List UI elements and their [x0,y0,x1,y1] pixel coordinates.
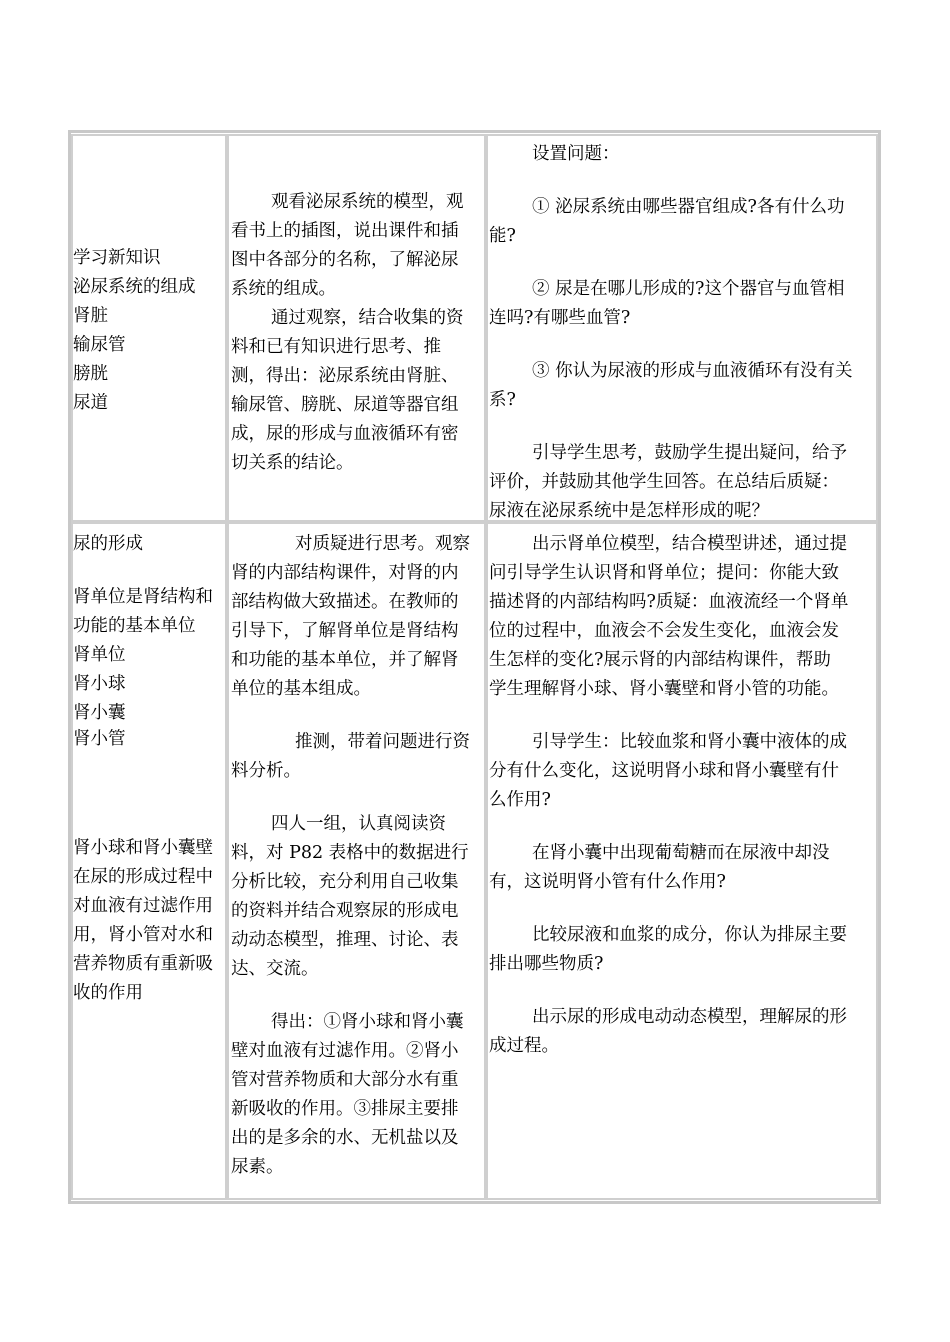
topic-line: 对血液有过滤作用 [73,896,213,916]
student-activity-paragraph: 四人一组，认真阅读资 料，对 P82 表格中的数据进行 分析比较，充分利用自己收集 的资料并结合观察尿的形成电 动动态模型，推理、讨论、表 达、交流。 [231,814,469,979]
topic-line: 肾小球 [73,674,126,694]
row1-topic-cell [71,134,227,522]
topic-line: 学习新知识 [73,248,161,268]
topic-line: 泌尿系统的组成 [73,277,196,297]
teacher-activity-paragraph: 引导学生思考，鼓励学生提出疑问，给予 评价，并鼓励其他学生回答。在总结后质疑： 尿液在泌尿系统中是怎样形成的呢？ [489,443,847,521]
topic-line: 膀胱 [73,364,108,384]
student-activity-paragraph: 对质疑进行思考。观察 肾的内部结构课件，对肾的内 部结构做大致描述。在教师的 引导下，了解肾单位是肾结构 和功能的基本单位，并了解肾 单位的基本组成。 [231,534,470,699]
student-activity-paragraph: 得出：①肾小球和肾小囊 壁对血液有过滤作用。②肾小 管对营养物质和大部分水有重 新吸收的作用。③排尿主要排 出的是多余的水、无机盐以及 尿素。 [231,1012,464,1177]
topic-line: 肾小球和肾小囊壁 [73,838,213,858]
topic-line: 肾小管 [73,729,126,749]
teacher-activity-paragraph: ③ 你认为尿液的形成与血液循环有没有关 系? [489,361,853,410]
topic-line: 肾脏 [73,306,108,326]
topic-line: 尿的形成 [73,534,143,554]
topic-line: 在尿的形成过程中 [73,867,213,887]
topic-line: 用，肾小管对水和 [73,925,213,945]
topic-line: 尿道 [73,393,108,413]
teacher-activity-paragraph: ① 泌尿系统由哪些器官组成?各有什么功 能? [489,197,845,246]
teacher-activity-paragraph: ② 尿是在哪儿形成的?这个器官与血管相 连吗?有哪些血管? [489,279,845,328]
teacher-activity-paragraph: 引导学生：比较血浆和肾小囊中液体的成 分有什么变化，这说明肾小球和肾小囊壁有什 么作用? [489,732,847,810]
topic-line: 营养物质有重新吸 [73,954,213,974]
teacher-activity-paragraph: 出示尿的形成电动动态模型，理解尿的形 成过程。 [489,1007,847,1056]
row2-student-activity-cell [227,522,486,1200]
topic-line: 肾小囊 [73,703,126,723]
row2-teacher-activity-cell [486,522,878,1200]
row1-teacher-activity-cell [486,134,878,522]
topic-line: 收的作用 [73,983,143,1003]
teacher-activity-paragraph: 在肾小囊中出现葡萄糖而在尿液中却没 有，这说明肾小管有什么作用? [489,843,830,892]
student-activity-paragraph: 推测，带着问题进行资 料分析。 [231,732,470,781]
topic-line: 肾单位 [73,645,126,665]
row2-topic-cell [71,522,227,1200]
student-activity-paragraph: 通过观察，结合收集的资 料和已有知识进行思考、推 测，得出：泌尿系统由肾脏、 输尿管、膀胱、尿道等器官组 成，尿的形成与血液循环有密 切关系的结论。 [231,308,464,473]
teacher-activity-paragraph: 设置问题： [532,144,620,164]
topic-line: 功能的基本单位 [73,616,196,636]
teacher-activity-paragraph: 比较尿液和血浆的成分，你认为排尿主要 排出哪些物质? [489,925,847,974]
topic-line: 肾单位是肾结构和 [73,587,213,607]
row1-student-activity-cell [227,134,486,522]
student-activity-paragraph: 观看泌尿系统的模型，观 看书上的插图，说出课件和插 图中各部分的名称，了解泌尿 系统的组成。 [231,192,464,299]
topic-line: 输尿管 [73,335,126,355]
teacher-activity-paragraph: 出示肾单位模型，结合模型讲述，通过提 问引导学生认识肾和肾单位；提问：你能大致 描述肾的内部结构吗?质疑：血液流经一个肾单 位的过程中，血液会不会发生变化，血液会发 生怎样的变化?展示肾的内部结构课件，帮助 学生理解肾小球、肾小囊壁和肾小管的功能。 [489,534,849,699]
